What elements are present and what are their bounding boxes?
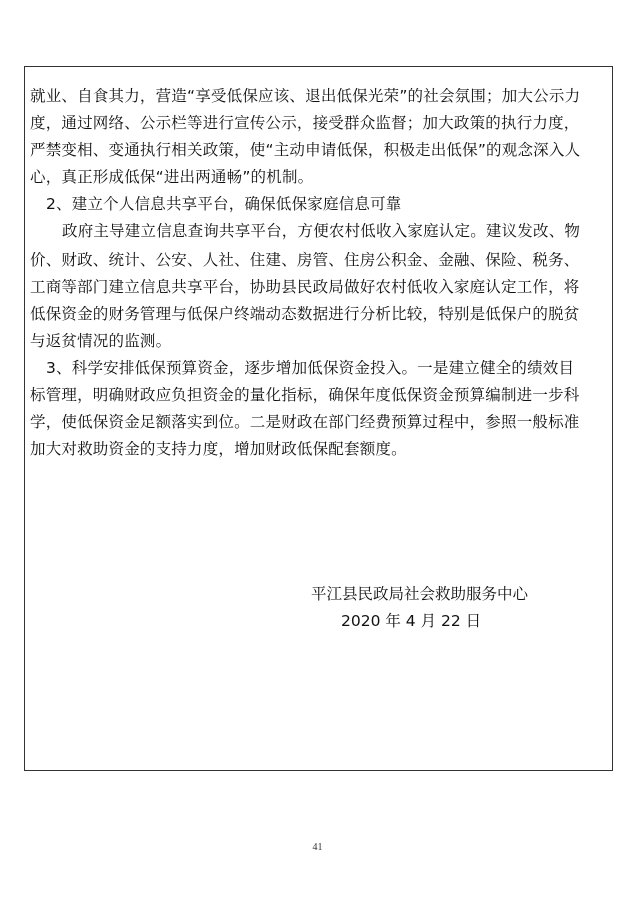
text-line: 标管理，明确财政应负担资金的量化指标，确保年度低保资金预算编制进一步科 — [30, 386, 580, 404]
section-heading: 3、科学安排低保预算资金，逐步增加低保资金投入。一是建立健全的绩效目 — [46, 359, 575, 377]
text-line: 学，使低保资金足额落实到位。二是财政在部门经费预算过程中，参照一般标准 — [30, 413, 580, 431]
text-line: 就业、自食其力，营造“享受低保应该、退出低保光荣”的社会氛围；加大公示力 — [30, 87, 581, 105]
text-line: 低保资金的财务管理与低保户终端动态数据进行分析比较，特别是低保户的脱贫 — [30, 305, 580, 323]
signature-organization: 平江县民政局社会救助服务中心 — [311, 585, 529, 603]
text-line: 价、财政、统计、公安、人社、住建、房管、住房公积金、金融、保险、税务、 — [30, 251, 580, 269]
signature-date: 2020 年 4 月 22 日 — [341, 612, 482, 630]
text-line: 严禁变相、变通执行相关政策，使“主动申请低保，积极走出低保”的观念深入人 — [30, 141, 581, 159]
text-line: 心，真正形成低保“进出两通畅”的机制。 — [30, 168, 314, 186]
text-line: 度，通过网络、公示栏等进行宣传公示，接受群众监督；加大政策的执行力度， — [30, 114, 580, 132]
section-heading: 2、建立个人信息共享平台，确保低保家庭信息可靠 — [46, 195, 402, 213]
page-number: 41 — [312, 842, 323, 853]
text-line: 与返贫情况的监测。 — [30, 332, 172, 350]
text-line: 加大对救助资金的支持力度，增加财政低保配套额度。 — [30, 440, 407, 458]
text-line: 工商等部门建立信息共享平台，协助县民政局做好农村低收入家庭认定工作，将 — [30, 278, 580, 296]
text-line: 政府主导建立信息查询共享平台，方便农村低收入家庭认定。建议发改、物 — [62, 222, 581, 240]
